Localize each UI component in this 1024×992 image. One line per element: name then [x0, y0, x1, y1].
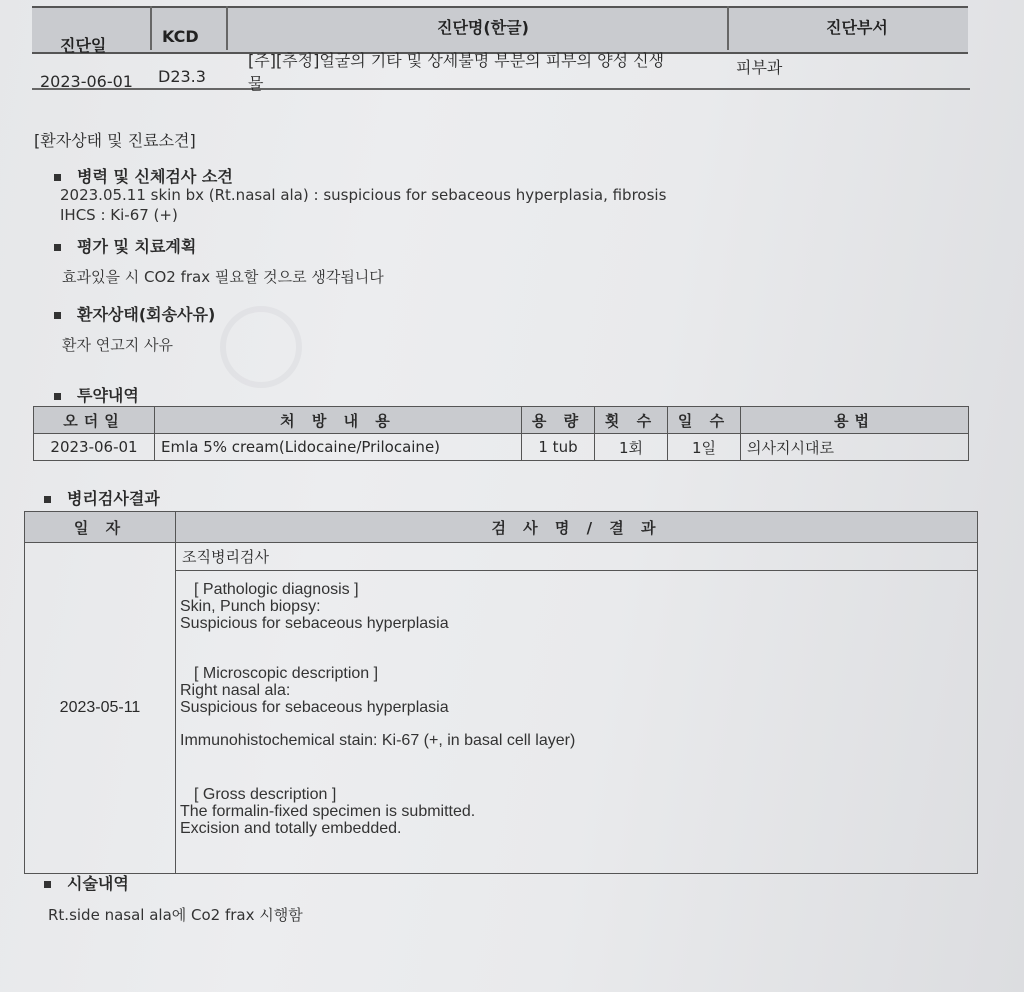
- referral-line1: 환자 연고지 사유: [62, 336, 173, 354]
- days-header: 일 수: [668, 407, 741, 434]
- pathology-date-header: 일 자: [25, 512, 176, 543]
- history-line1: 2023.05.11 skin bx (Rt.nasal ala) : suspicious for sebaceous hyperplasia, fibrosis: [60, 186, 667, 204]
- medication-title: 투약내역: [54, 383, 139, 406]
- pathology-table: [24, 511, 978, 874]
- divider: [150, 6, 152, 50]
- result-line: [ Microscopic description ]: [194, 665, 379, 682]
- bullet-square-icon: [44, 881, 51, 888]
- result-line: Right nasal ala:: [180, 682, 291, 699]
- dose-header: 용 량: [522, 407, 595, 434]
- diagnosis-name-line2: 물: [248, 74, 264, 93]
- referral-title: 환자상태(회송사유): [54, 302, 215, 325]
- result-line: Suspicious for sebaceous hyperplasia: [180, 699, 449, 716]
- kcd-header: KCD: [162, 27, 199, 46]
- kcd-code: D23.3: [158, 67, 206, 86]
- table-row: [34, 434, 969, 461]
- times-header: 횟 수: [595, 407, 668, 434]
- result-line: Excision and totally embedded.: [180, 820, 402, 837]
- bullet-square-icon: [54, 312, 61, 319]
- order-date-header: 오더일: [34, 407, 155, 434]
- plan-line1: 효과있을 시 CO2 frax 필요할 것으로 생각됩니다: [62, 268, 384, 286]
- times-cell: 1회: [595, 434, 668, 461]
- pathology-result-header: 검 사 명 / 결 과: [176, 512, 978, 543]
- pathology-date-cell: 2023-05-11: [25, 543, 176, 874]
- divider: [226, 6, 228, 50]
- procedure-line1: Rt.side nasal ala에 Co2 frax 시행함: [48, 906, 303, 924]
- pathology-header-row: [25, 512, 978, 543]
- hospital-watermark: [220, 300, 302, 388]
- spacer: [180, 716, 971, 732]
- bullet-square-icon: [44, 496, 51, 503]
- status-section-title: [환자상태 및 진료소견]: [34, 131, 196, 150]
- usage-header: 용법: [741, 407, 969, 434]
- usage-cell: 의사지시대로: [741, 434, 969, 461]
- order-date-cell: 2023-06-01: [34, 434, 155, 461]
- history-line2: IHCS : Ki-67 (+): [60, 206, 178, 224]
- result-line: [ Gross description ]: [194, 786, 337, 803]
- spacer: [180, 749, 971, 786]
- diagnosis-name-header: 진단명(한글): [437, 18, 529, 37]
- divider: [727, 6, 729, 50]
- diagnosis-name-line1: [주][추정]얼굴의 기타 및 상세불명 부분의 피부의 양성 신생: [248, 51, 665, 70]
- dose-cell: 1 tub: [522, 434, 595, 461]
- diagnosis-date: 2023-06-01: [40, 72, 133, 91]
- result-line: [ Pathologic diagnosis ]: [194, 581, 359, 598]
- medication-header-row: [34, 407, 969, 434]
- content-cell: Emla 5% cream(Lidocaine/Prilocaine): [155, 434, 522, 461]
- pathology-title: 병리검사결과: [44, 486, 160, 509]
- result-line: The formalin-fixed specimen is submitted.: [180, 803, 476, 820]
- content-header: 처 방 내 용: [155, 407, 522, 434]
- result-line: Skin, Punch biopsy:: [180, 598, 321, 615]
- diagnosis-date-header: 진단일: [60, 36, 107, 55]
- result-line: Immunohistochemical stain: Ki-67 (+, in basal cell layer): [180, 732, 576, 749]
- pathology-result-cell: [176, 571, 978, 874]
- diagnosis-dept-header: 진단부서: [826, 18, 888, 37]
- days-cell: 1일: [668, 434, 741, 461]
- medication-table: [33, 406, 969, 461]
- procedure-title: 시술내역: [44, 871, 129, 894]
- bullet-square-icon: [54, 244, 61, 251]
- divider: [32, 88, 970, 90]
- plan-title: 평가 및 치료계획: [54, 234, 196, 257]
- diagnosis-dept: 피부과: [736, 58, 783, 77]
- bullet-square-icon: [54, 393, 61, 400]
- result-line: Suspicious for sebaceous hyperplasia: [180, 615, 449, 632]
- history-title: 병력 및 신체검사 소견: [54, 164, 233, 187]
- bullet-square-icon: [54, 174, 61, 181]
- test-name-cell: 조직병리검사: [176, 543, 978, 571]
- table-row: [25, 543, 978, 571]
- spacer: [180, 632, 971, 665]
